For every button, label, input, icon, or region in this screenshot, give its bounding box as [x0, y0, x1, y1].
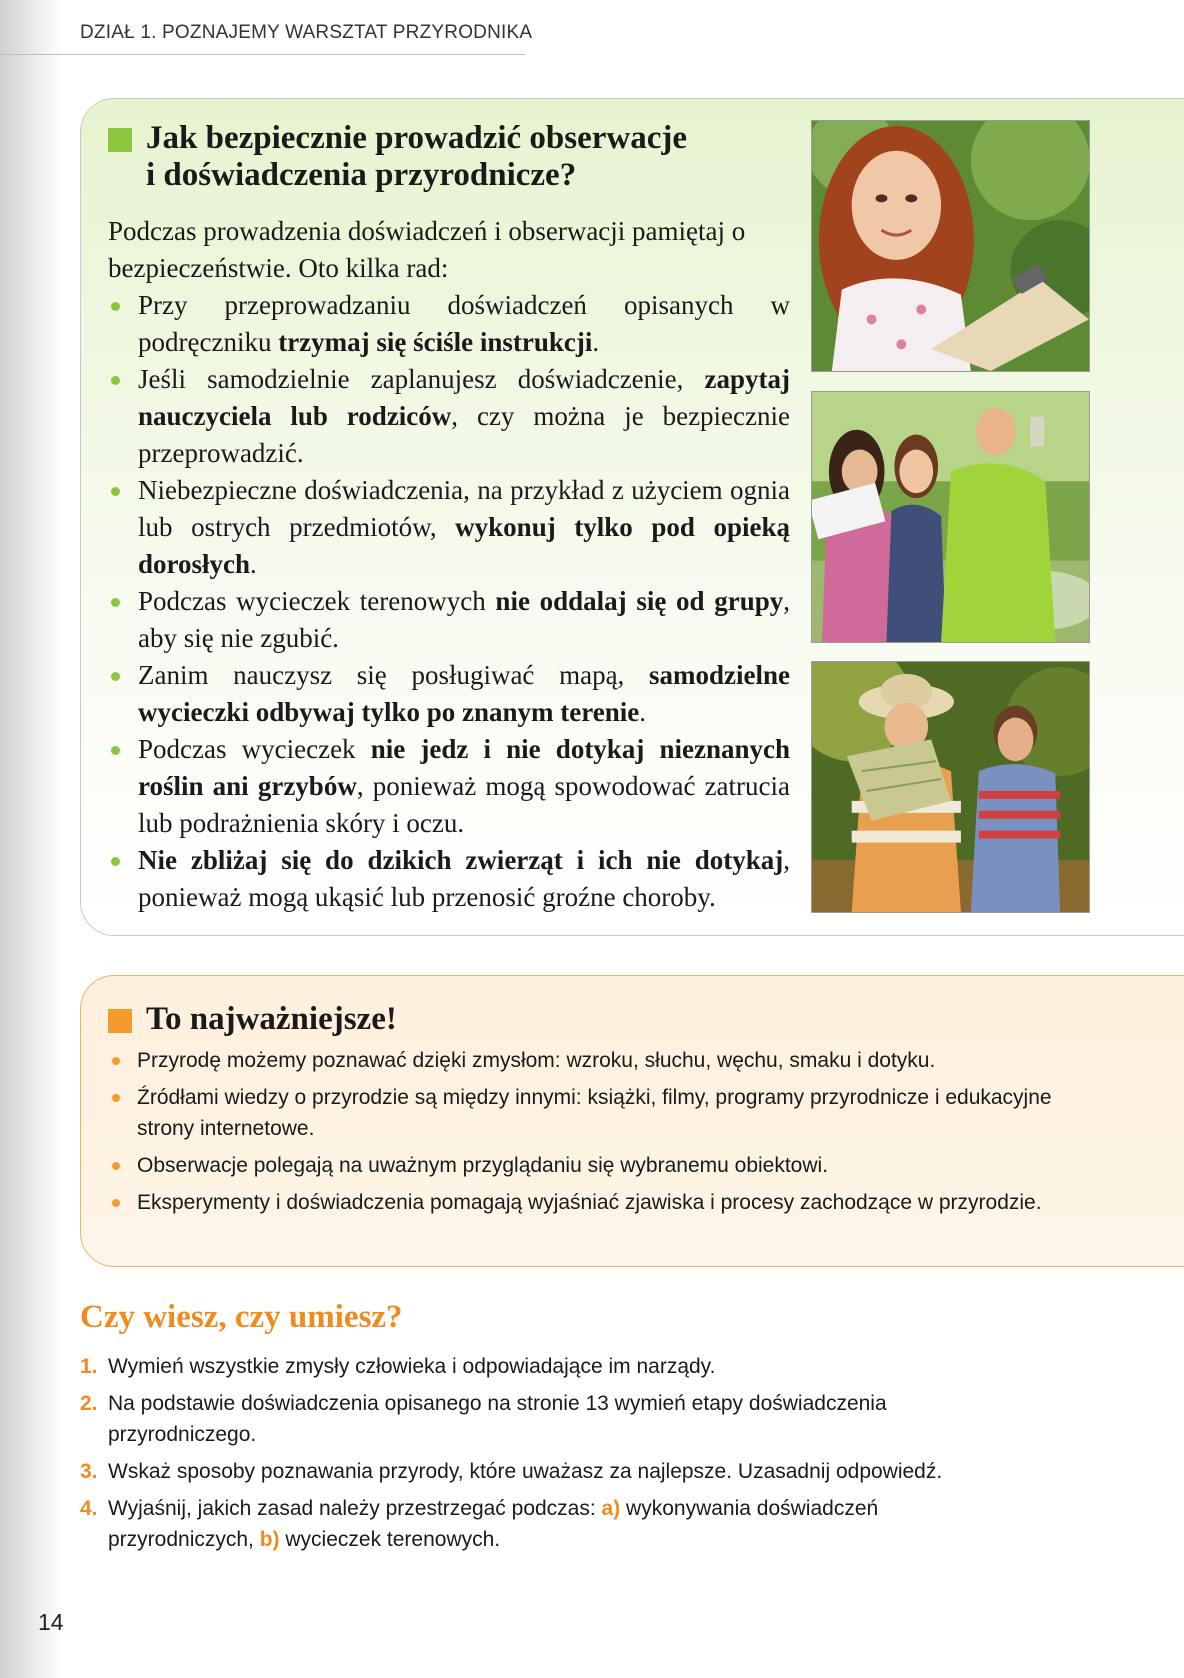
question-text: Wymień wszystkie zmysły człowieka i odpowiadające im narządy. — [108, 1355, 716, 1378]
rule-text: Jeśli samodzielnie zaplanujesz doświadczenie, — [138, 364, 705, 394]
list-item: Obserwacje polegają na uważnym przyglądaniu się wybranemu obiektowi. — [108, 1150, 1068, 1181]
question-text: wykonywania doświadczeń przyrodniczych, — [108, 1497, 879, 1551]
page-gutter-shadow — [0, 0, 64, 1678]
rule-text: . — [592, 327, 600, 357]
running-head: DZIAŁ 1. POZNAJEMY WARSZTAT PRZYRODNIKA — [80, 22, 533, 43]
rule-text: Niebezpieczne doświadczenia, na przykład z użyciem ognia lub ostrych przedmiotów, — [138, 475, 790, 542]
sub-label-a: a) — [601, 1497, 621, 1520]
rule-text: , aby się nie zgubić. — [138, 586, 790, 653]
orange-square-marker — [108, 1009, 132, 1033]
rule-text: Zanim nauczysz się posługiwać mapą, — [138, 660, 649, 690]
list-item — [108, 583, 790, 657]
list-item — [108, 287, 790, 361]
question-1 — [80, 1351, 1020, 1382]
safety-title-line1: Jak bezpiecznie prowadzić obserwacje — [146, 120, 688, 156]
rule-text: . — [639, 697, 646, 727]
green-square-marker — [108, 128, 132, 152]
rule-text: Przy przeprowadzaniu doświadczeń opisanych w podręczniku — [138, 290, 790, 357]
question-2 — [80, 1388, 1020, 1450]
page-number: 14 — [38, 1609, 64, 1635]
question-number: 2. — [80, 1392, 98, 1415]
list-item — [108, 842, 790, 916]
question-text: wycieczek terenowych. — [279, 1528, 501, 1551]
safety-rules-list — [108, 287, 790, 916]
question-text: Wskaż sposoby poznawania przyrody, które uważasz za najlepsze. Uzasadnij odpowiedź. — [108, 1460, 943, 1483]
question-text: Na podstawie doświadczenia opisanego na stronie 13 wymień etapy doświadczenia przyrodniczego. — [108, 1392, 887, 1446]
photo-girl-with-clipboard — [811, 120, 1090, 372]
header-rule — [0, 54, 525, 55]
list-item — [108, 472, 790, 583]
sub-label-b: b) — [259, 1528, 280, 1551]
question-number: 4. — [80, 1497, 98, 1520]
rule-emphasis: zapytaj nauczyciela lub rodziców — [138, 364, 790, 431]
rule-emphasis: nie oddalaj się od grupy — [495, 586, 784, 616]
list-item — [108, 731, 790, 842]
rule-emphasis: nie jedz i nie dotykaj nieznanych roślin ani grzybów — [138, 734, 790, 801]
list-item: Eksperymenty i doświadczenia pomagają wyjaśniać zjawiska i procesy zachodzące w przyrodzie. — [108, 1187, 1068, 1218]
quiz-title: Czy wiesz, czy umiesz? — [80, 1299, 403, 1335]
safety-intro: Podczas prowadzenia doświadczeń i obserwacji pamiętaj o bezpieczeństwie. Oto kilka rad: — [108, 216, 746, 283]
list-item — [108, 361, 790, 472]
question-text: Wyjaśnij, jakich zasad należy przestrzegać podczas: — [108, 1497, 602, 1520]
photo-boys-with-map — [811, 661, 1090, 913]
rule-emphasis: Nie zbliżaj się do dzikich zwierząt i ich nie dotykaj — [138, 845, 784, 875]
rule-emphasis: trzymaj się ściśle instrukcji — [278, 327, 593, 357]
rule-text: , ponieważ mogą ukąsić lub przenosić groźne choroby. — [138, 845, 790, 912]
key-points-list — [108, 1045, 1068, 1224]
rule-emphasis: samodzielne wycieczki odbywaj tylko po znanym terenie — [138, 660, 790, 727]
key-points-title: To najważniejsze! — [146, 1001, 397, 1037]
rule-text: . — [250, 549, 257, 579]
rule-text: Podczas wycieczek terenowych — [138, 586, 496, 616]
safety-title-line2: i doświadczenia przyrodnicze? — [146, 157, 577, 193]
rule-text: , czy można je bezpiecznie przeprowadzić. — [138, 401, 790, 468]
list-item: Źródłami wiedzy o przyrodzie są między innymi: książki, filmy, programy przyrodnicze i edukacyjne strony internetowe. — [108, 1082, 1068, 1144]
question-number: 3. — [80, 1460, 98, 1483]
safety-title — [146, 120, 746, 194]
list-item — [108, 657, 790, 731]
rule-text: Podczas wycieczek — [138, 734, 371, 764]
rule-text: , ponieważ mogą spowodować zatrucia lub podrażnienia skóry i oczu. — [138, 771, 791, 838]
photo-children-with-teacher — [811, 391, 1090, 643]
rule-emphasis: wykonuj tylko pod opieką dorosłych — [138, 512, 790, 579]
question-4 — [80, 1493, 1020, 1555]
list-item: Przyrodę możemy poznawać dzięki zmysłom: wzroku, słuchu, węchu, smaku i dotyku. — [108, 1045, 1068, 1076]
quiz-questions-list — [80, 1351, 1020, 1561]
question-3 — [80, 1456, 1020, 1487]
question-number: 1. — [80, 1355, 98, 1378]
